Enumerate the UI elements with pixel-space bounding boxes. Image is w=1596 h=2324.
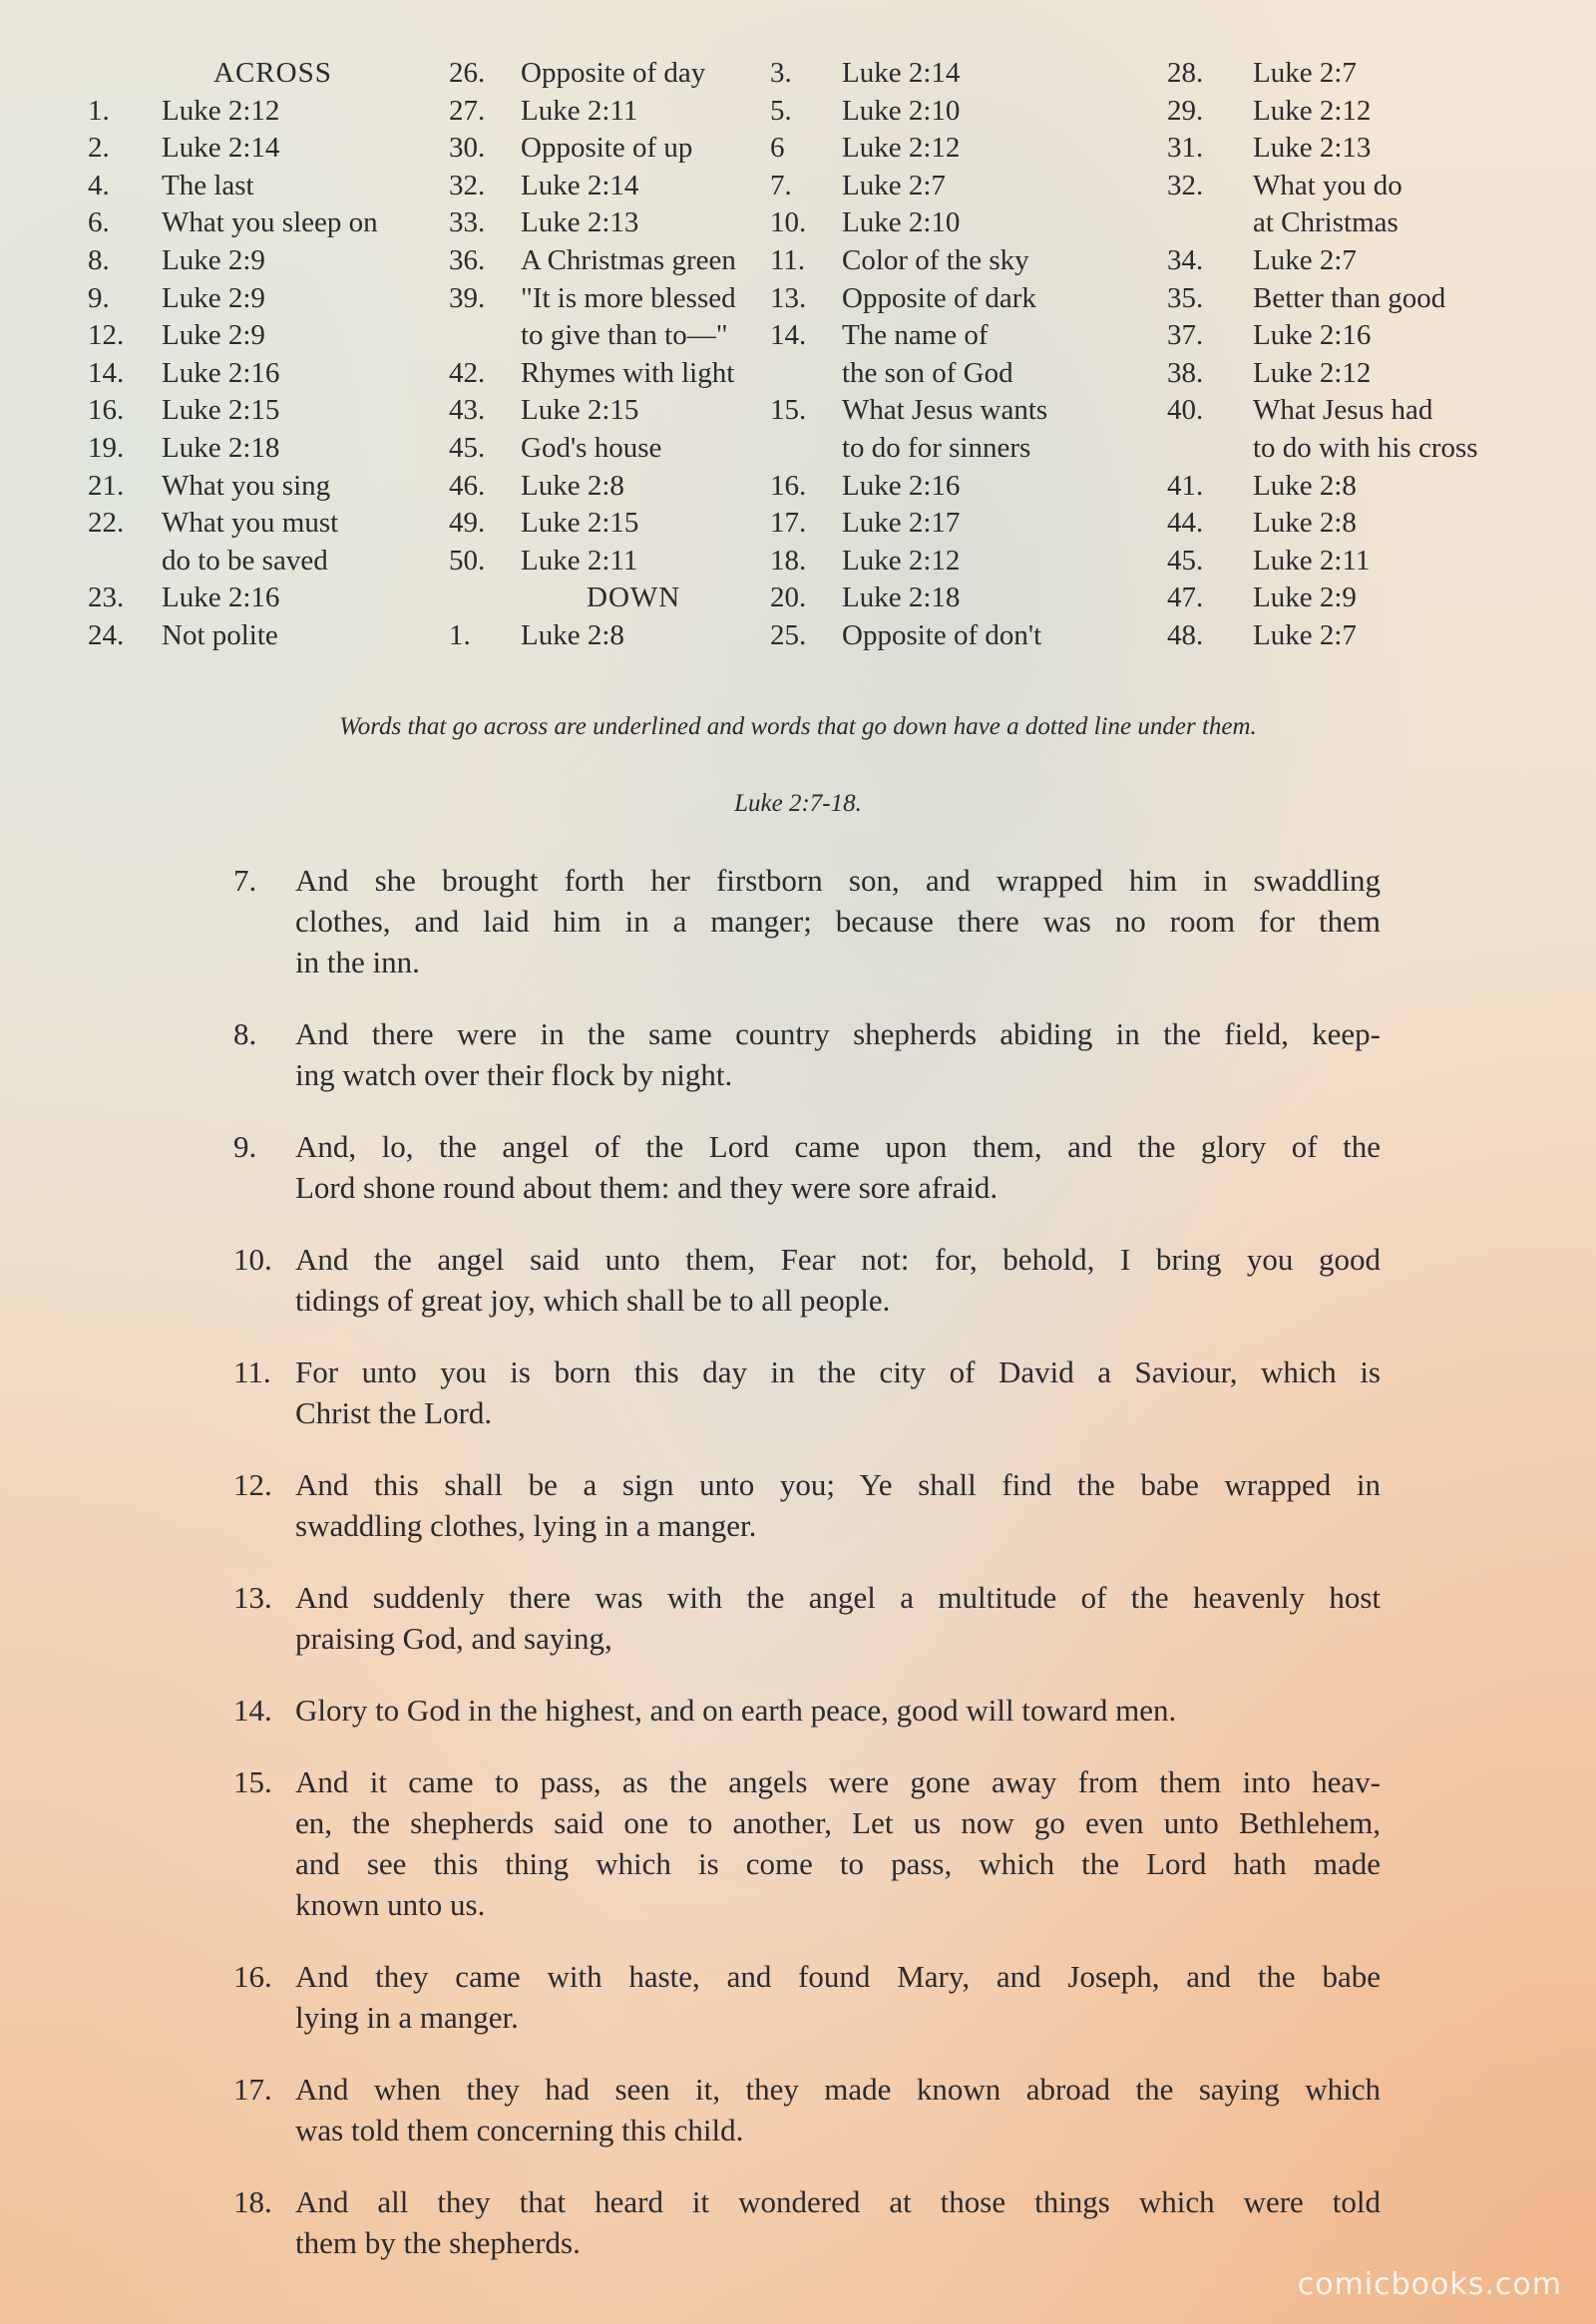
verse — [233, 1690, 1381, 1731]
clue-number: 32. — [1167, 169, 1204, 201]
verse-line: And there were in the same country shepherds abiding in the field, keep- — [295, 1016, 1381, 1051]
verse-number: 18. — [233, 2184, 272, 2219]
clue-entry — [88, 93, 378, 131]
clue-text: Luke 2:14 — [162, 132, 280, 165]
clue-entry — [770, 617, 1047, 655]
clue-number: 36. — [449, 243, 486, 276]
clue-text: Luke 2:7 — [1253, 243, 1357, 276]
clue-text: Luke 2:9 — [162, 281, 265, 314]
clue-text: Luke 2:14 — [842, 57, 961, 89]
clue-number: 24. — [88, 618, 125, 651]
clue-text: Luke 2:18 — [842, 581, 961, 614]
clue-entry — [88, 168, 378, 205]
clue-text: Luke 2:7 — [842, 169, 946, 201]
clue-entry — [1167, 505, 1478, 543]
clue-text-continued: to do for sinners — [842, 431, 1031, 464]
clue-number: 43. — [449, 394, 486, 427]
verse-text — [295, 1690, 1381, 1731]
clue-number: 16. — [88, 394, 125, 427]
clue-text: Luke 2:12 — [162, 94, 280, 127]
clue-text: Luke 2:8 — [1253, 507, 1357, 540]
clue-number-spacer — [88, 543, 162, 581]
clue-text: Opposite of don't — [842, 618, 1042, 651]
clue-text: What Jesus wants — [842, 394, 1048, 427]
verse — [233, 1761, 1381, 1925]
clue-entry — [770, 55, 1047, 93]
verse-line: praising God, and saying, — [295, 1621, 612, 1656]
clue-entry — [770, 317, 1047, 355]
clue-text: What you sing — [162, 469, 331, 502]
verse-number: 10. — [233, 1242, 272, 1277]
clue-number: 30. — [449, 132, 486, 165]
verse-line: And the angel said unto them, Fear not: for, behold, I bring you good — [295, 1242, 1381, 1277]
verse-line: And all they that heard it wondered at those things which were told — [295, 2184, 1381, 2219]
verse — [233, 2181, 1381, 2263]
clue-text: Luke 2:15 — [162, 394, 280, 427]
clue-entry — [88, 430, 378, 468]
verse-line: clothes, and laid him in a manger; because there was no room for them — [295, 904, 1381, 939]
verse-text — [295, 1577, 1381, 1659]
clue-entry — [770, 204, 1047, 242]
verse-line: Lord shone round about them: and they were sore afraid. — [295, 1170, 998, 1205]
clue-text: Luke 2:10 — [842, 206, 961, 239]
clue-entry — [449, 505, 736, 543]
verse-line: and see this thing which is come to pass, which the Lord hath made — [295, 1846, 1381, 1881]
clue-number: 45. — [449, 431, 486, 464]
clue-entry-continued — [770, 355, 1047, 393]
verse-text — [295, 1239, 1381, 1321]
clue-number: 41. — [1167, 469, 1204, 502]
clue-number: 19. — [88, 431, 125, 464]
clue-entry — [1167, 130, 1478, 168]
clue-number: 34. — [1167, 243, 1204, 276]
clue-entry — [1167, 580, 1478, 617]
clue-entry — [1167, 355, 1478, 393]
clue-number: 39. — [449, 281, 486, 314]
clue-number-spacer — [1167, 204, 1253, 242]
clue-entry — [1167, 317, 1478, 355]
verse-line: ing watch over their flock by night. — [295, 1057, 733, 1092]
clue-number: 22. — [88, 507, 125, 540]
clue-number-spacer — [770, 430, 842, 468]
clue-number: 44. — [1167, 507, 1204, 540]
clue-number: 8. — [88, 243, 110, 276]
verse — [233, 2069, 1381, 2150]
clue-text: Luke 2:10 — [842, 94, 961, 127]
clue-entry — [449, 93, 736, 131]
verse — [233, 860, 1381, 982]
clue-number: 17. — [770, 507, 807, 540]
clue-number: 38. — [1167, 356, 1204, 389]
verse — [233, 1577, 1381, 1659]
clue-number: 3. — [770, 57, 792, 89]
clue-number: 14. — [770, 319, 807, 352]
clue-entry — [770, 280, 1047, 318]
clue-entry — [88, 204, 378, 242]
clue-entry — [449, 242, 736, 280]
verse-text — [295, 1352, 1381, 1433]
clue-text: Luke 2:11 — [521, 544, 638, 577]
verse — [233, 1013, 1381, 1095]
clue-text: Luke 2:8 — [521, 618, 624, 651]
clue-text: Luke 2:13 — [1253, 132, 1372, 165]
verse-number: 13. — [233, 1580, 272, 1615]
clue-entry — [88, 130, 378, 168]
clue-text: Luke 2:17 — [842, 507, 961, 540]
clue-entry — [770, 468, 1047, 506]
clue-entry — [88, 580, 378, 617]
clue-entry — [1167, 242, 1478, 280]
clue-entry — [449, 617, 736, 655]
clue-text: Luke 2:7 — [1253, 618, 1357, 651]
clue-text: Opposite of day — [521, 57, 706, 89]
clue-entry — [1167, 392, 1478, 430]
verse-number: 14. — [233, 1693, 272, 1728]
clue-text: Luke 2:9 — [162, 319, 265, 352]
clue-entry — [88, 505, 378, 543]
clue-entry-continued — [449, 317, 736, 355]
clue-text: Opposite of up — [521, 132, 693, 165]
across-heading: ACROSS — [213, 57, 332, 89]
clue-entry — [1167, 55, 1478, 93]
verse-text — [295, 1013, 1381, 1095]
clue-entry — [449, 543, 736, 581]
verse-line: Glory to God in the highest, and on earth peace, good will toward men. — [295, 1693, 1177, 1728]
clue-entry — [770, 505, 1047, 543]
clue-number: 2. — [88, 132, 110, 165]
verse-line: in the inn. — [295, 945, 420, 979]
verse — [233, 1239, 1381, 1321]
clue-number: 1. — [449, 618, 471, 651]
clue-text: A Christmas green — [521, 243, 736, 276]
clue-text: Luke 2:15 — [521, 507, 639, 540]
clue-number: 48. — [1167, 618, 1204, 651]
verse-number: 15. — [233, 1764, 272, 1799]
verse-number: 16. — [233, 1959, 272, 1994]
clue-entry — [770, 580, 1047, 617]
clue-number: 5. — [770, 94, 792, 127]
verse-line: was told them concerning this child. — [295, 2113, 744, 2147]
clue-text: Luke 2:16 — [842, 469, 961, 502]
clue-entry — [449, 55, 736, 93]
clue-entry — [88, 617, 378, 655]
clue-entry — [1167, 168, 1478, 205]
instruction-note: Words that go across are underlined and words that go down have a dotted line under them. — [339, 713, 1257, 740]
verse-line: en, the shepherds said one to another, Let us now go even unto Bethlehem, — [295, 1805, 1381, 1840]
clue-number-spacer — [449, 317, 521, 355]
clue-entry — [449, 130, 736, 168]
clue-entry — [1167, 543, 1478, 581]
clue-text-continued: do to be saved — [162, 544, 328, 577]
clue-text-continued: to do with his cross — [1253, 431, 1478, 464]
verse-line: And they came with haste, and found Mary, and Joseph, and the babe — [295, 1959, 1381, 1994]
clue-entry — [449, 168, 736, 205]
verse-line: And, lo, the angel of the Lord came upon them, and the glory of the — [295, 1129, 1381, 1164]
clue-number: 23. — [88, 581, 125, 614]
clue-number: 33. — [449, 206, 486, 239]
clue-text: What you sleep on — [162, 206, 378, 239]
clue-number-spacer — [1167, 430, 1253, 468]
clue-text: God's house — [521, 431, 662, 464]
clue-text: Not polite — [162, 618, 278, 651]
clue-number: 16. — [770, 469, 807, 502]
verse-line: lying in a manger. — [295, 2000, 519, 2035]
verse-line: And it came to pass, as the angels were gone away from them into heav- — [295, 1764, 1381, 1799]
clue-text: Opposite of dark — [842, 281, 1036, 314]
clue-number: 20. — [770, 581, 807, 614]
clue-text: Luke 2:11 — [1253, 544, 1371, 577]
verse — [233, 1956, 1381, 2038]
clue-text: Luke 2:14 — [521, 169, 639, 201]
clue-text: Luke 2:16 — [162, 356, 280, 389]
clue-number: 21. — [88, 469, 125, 502]
clue-entry-continued — [88, 543, 378, 581]
clue-number: 29. — [1167, 94, 1204, 127]
verse-line: And suddenly there was with the angel a multitude of the heavenly host — [295, 1580, 1381, 1615]
clue-entry — [770, 543, 1047, 581]
verse-line: And this shall be a sign unto you; Ye shall find the babe wrapped in — [295, 1467, 1381, 1502]
clue-text: Luke 2:8 — [1253, 469, 1357, 502]
clue-column-4 — [1167, 55, 1478, 655]
verse — [233, 1126, 1381, 1208]
clue-text: Luke 2:12 — [1253, 356, 1372, 389]
clue-text-continued: the son of God — [842, 356, 1013, 389]
clue-text: Luke 2:12 — [842, 132, 961, 165]
scripture-reference: Luke 2:7-18. — [734, 790, 862, 817]
verse-text — [295, 1761, 1381, 1925]
clue-entry — [449, 204, 736, 242]
verse-text — [295, 1464, 1381, 1546]
verse-line: And she brought forth her firstborn son, and wrapped him in swaddling — [295, 863, 1381, 898]
verse-line: them by the shepherds. — [295, 2225, 581, 2260]
clue-number: 4. — [88, 169, 110, 201]
clue-number: 50. — [449, 544, 486, 577]
verse-number: 12. — [233, 1467, 272, 1502]
clue-text-continued: at Christmas — [1253, 206, 1398, 239]
down-heading: DOWN — [587, 581, 681, 614]
clue-number: 18. — [770, 544, 807, 577]
clue-text: Rhymes with light — [521, 356, 735, 389]
clue-number: 12. — [88, 319, 125, 352]
watermark: comicbooks.com — [1297, 2267, 1562, 2302]
verse-number: 9. — [233, 1129, 257, 1164]
clue-text: Luke 2:8 — [521, 469, 624, 502]
clue-entry — [770, 392, 1047, 430]
clue-number: 11. — [770, 243, 806, 276]
clue-text-continued: to give than to—" — [521, 319, 728, 352]
clue-text: Luke 2:12 — [1253, 94, 1372, 127]
clue-number: 28. — [1167, 57, 1204, 89]
verse-line: And when they had seen it, they made known abroad the saying which — [295, 2072, 1381, 2107]
clue-text: Luke 2:13 — [521, 206, 639, 239]
clue-number: 32. — [449, 169, 486, 201]
clue-entry — [88, 242, 378, 280]
verse-line: Christ the Lord. — [295, 1395, 493, 1430]
clue-entry — [770, 242, 1047, 280]
clue-number: 1. — [88, 94, 110, 127]
clue-number: 45. — [1167, 544, 1204, 577]
clue-number: 25. — [770, 618, 807, 651]
clue-entry — [770, 93, 1047, 131]
clue-entry — [88, 392, 378, 430]
clue-number: 42. — [449, 356, 486, 389]
clue-number: 14. — [88, 356, 125, 389]
clue-text: Luke 2:16 — [162, 581, 280, 614]
clue-text: "It is more blessed — [521, 281, 736, 314]
verse — [233, 1464, 1381, 1546]
verse-line: tidings of great joy, which shall be to all people. — [295, 1283, 891, 1318]
clue-text: What you do — [1253, 169, 1402, 201]
clue-entry — [770, 168, 1047, 205]
clue-entry — [449, 280, 736, 318]
verse-text — [295, 860, 1381, 982]
clue-text: Luke 2:12 — [842, 544, 961, 577]
clue-number: 27. — [449, 94, 486, 127]
clue-number: 9. — [88, 281, 110, 314]
clue-entry — [770, 130, 1047, 168]
clue-entry — [88, 355, 378, 393]
verse-text — [295, 2181, 1381, 2263]
clue-text: Luke 2:7 — [1253, 57, 1357, 89]
verse-number: 7. — [233, 863, 257, 898]
clue-entry — [1167, 617, 1478, 655]
clue-entry — [449, 468, 736, 506]
clue-number: 49. — [449, 507, 486, 540]
clue-entry — [88, 317, 378, 355]
clue-text: The last — [162, 169, 254, 201]
clue-text: What Jesus had — [1253, 394, 1433, 427]
clue-entry-continued — [1167, 204, 1478, 242]
verse-text — [295, 1956, 1381, 2038]
clue-number: 13. — [770, 281, 807, 314]
verse-text — [295, 2069, 1381, 2150]
clue-column-2 — [449, 55, 736, 655]
clue-number: 35. — [1167, 281, 1204, 314]
clue-text: What you must — [162, 507, 339, 540]
clue-number: 46. — [449, 469, 486, 502]
verse-line: swaddling clothes, lying in a manger. — [295, 1508, 757, 1543]
clue-number: 10. — [770, 206, 807, 239]
clue-text: Luke 2:9 — [162, 243, 265, 276]
verse-list — [233, 860, 1381, 2294]
clue-text: Luke 2:15 — [521, 394, 639, 427]
verse-line: known unto us. — [295, 1887, 486, 1922]
clue-number: 40. — [1167, 394, 1204, 427]
clue-column-3 — [770, 55, 1047, 655]
clue-text: The name of — [842, 319, 989, 352]
verse-text — [295, 1126, 1381, 1208]
clue-number-spacer — [770, 355, 842, 393]
verse-number: 8. — [233, 1016, 257, 1051]
clue-text: Luke 2:11 — [521, 94, 638, 127]
clue-entry-continued — [1167, 430, 1478, 468]
clue-text: Better than good — [1253, 281, 1446, 314]
clue-entry — [449, 430, 736, 468]
verse-line: For unto you is born this day in the city of David a Saviour, which is — [295, 1355, 1381, 1389]
clue-entry — [449, 355, 736, 393]
clue-column-1 — [88, 55, 378, 655]
clue-entry — [88, 280, 378, 318]
verse — [233, 1352, 1381, 1433]
clue-number: 6. — [88, 206, 110, 239]
clue-text: Color of the sky — [842, 243, 1029, 276]
clue-entry — [449, 392, 736, 430]
verse-number: 11. — [233, 1355, 271, 1389]
clue-number: 47. — [1167, 581, 1204, 614]
clue-number: 15. — [770, 394, 807, 427]
clue-entry — [1167, 280, 1478, 318]
clue-number: 6 — [770, 132, 785, 165]
verse-number: 17. — [233, 2072, 272, 2107]
clue-entry — [1167, 93, 1478, 131]
clue-entry — [88, 468, 378, 506]
clue-entry — [1167, 468, 1478, 506]
clue-number: 31. — [1167, 132, 1204, 165]
clue-text: Luke 2:18 — [162, 431, 280, 464]
clue-number: 7. — [770, 169, 792, 201]
clue-entry-continued — [770, 430, 1047, 468]
clue-text: Luke 2:16 — [1253, 319, 1372, 352]
clue-number: 26. — [449, 57, 486, 89]
clue-text: Luke 2:9 — [1253, 581, 1357, 614]
clue-number: 37. — [1167, 319, 1204, 352]
